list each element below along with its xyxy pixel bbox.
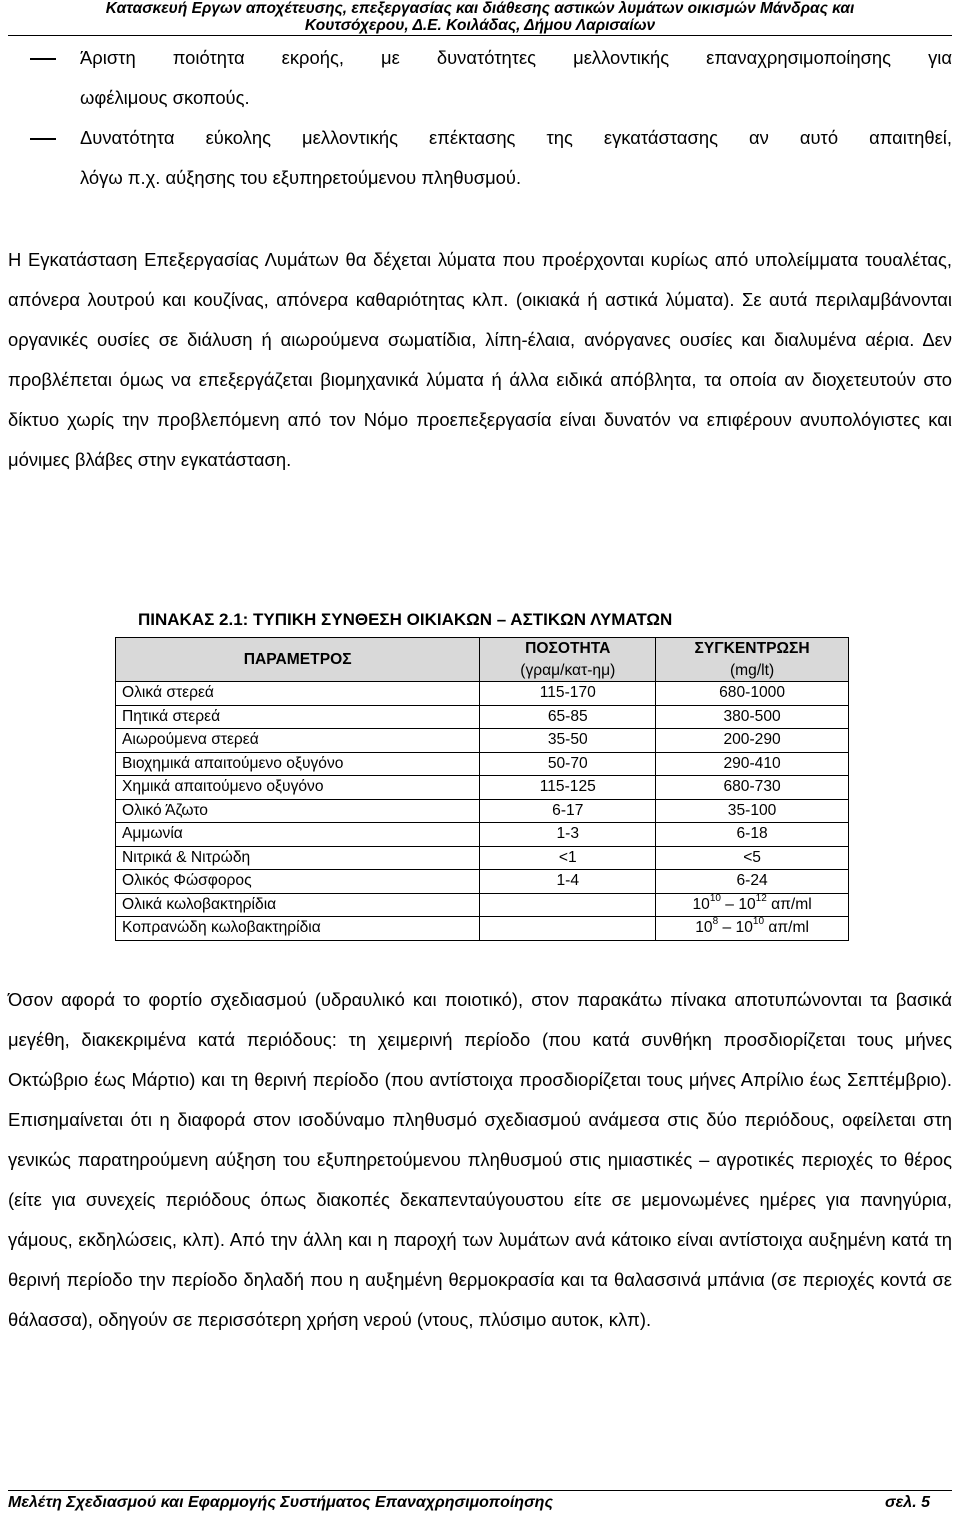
cell-quantity: 50-70	[480, 752, 656, 776]
page-footer	[8, 1490, 952, 1512]
cell-quantity: 35-50	[480, 729, 656, 753]
cell-parameter: Αμμωνία	[116, 823, 480, 847]
cell-quantity	[480, 917, 656, 941]
bullet-dash	[30, 58, 56, 60]
cell-quantity: <1	[480, 846, 656, 870]
bullet-line: ωφέλιμους σκοπούς.	[80, 87, 250, 108]
cell-quantity: 65-85	[480, 705, 656, 729]
table-row	[116, 823, 849, 847]
cell-parameter: Ολικά κωλοβακτηρίδια	[116, 893, 480, 917]
bullet-item-1	[8, 38, 952, 118]
cell-parameter: Αιωρούμενα στερεά	[116, 729, 480, 753]
cell-concentration: 35-100	[656, 799, 849, 823]
page-number: σελ. 5	[885, 1494, 930, 1511]
table-row	[116, 752, 849, 776]
cell-concentration: $10^8 - 10^{10}$ απ/ml	[656, 917, 849, 941]
cell-parameter: Πητικά στερεά	[116, 705, 480, 729]
cell-concentration: 290-410	[656, 752, 849, 776]
table-title: ΠΙΝΑΚΑΣ 2.1: ΤΥΠΙΚΗ ΣΥΝΘΕΣΗ ΟΙΚΙΑΚΩΝ – ΑΣΤΙΚΩΝ ΛΥΜΑΤΩΝ	[138, 610, 673, 629]
table-row	[116, 893, 849, 917]
bullet-line: Δυνατότητα εύκολης μελλοντικής επέκτασης της εγκατάστασης αν αυτό απαιτηθεί,	[80, 127, 952, 148]
header-line-2: Κουτσόχερου, Δ.Ε. Κοιλάδας, Δήμου Λαρισαίων	[304, 17, 656, 34]
footer-title: Μελέτη Σχεδιασμού και Εφαρμογής Συστήματος Επαναχρησιμοποίησης	[8, 1494, 553, 1511]
cell-quantity: 115-125	[480, 776, 656, 800]
table-row	[116, 705, 849, 729]
header-concentration: ΣΥΓΚΕΝΤΡΩΣΗ (mg/lt)	[656, 638, 849, 682]
bullet-item-2	[8, 118, 952, 198]
table-row	[116, 846, 849, 870]
header-parameter: ΠΑΡΑΜΕΤΡΟΣ	[116, 638, 480, 682]
cell-parameter: Ολικός Φώσφορος	[116, 870, 480, 894]
table-header-row	[116, 638, 849, 682]
cell-concentration: 6-24	[656, 870, 849, 894]
paragraph-2: Όσον αφορά το φορτίο σχεδιασμού (υδραυλικό και ποιοτικό), στον παρακάτω πίνακα αποτυπώνονται τα βασικά μεγέθη, διακεκριμένα κατά περιόδους: τη χειμερινή περίοδο (που κατά συνθήκη προσδιορίζεται τους μήνες Οκτώβριο έως Μάρτιο) και τη θερινή περίοδο (που αντίστοιχα προσδιορίζεται τους μήνες Απρίλιο έως Σεπτέμβριο). Επισημαίνεται ότι η διαφορά στον ισοδύναμο πληθυσμό σχεδιασμού ανάμεσα στις δύο περιόδους, οφείλεται στη γενικώς παρατηρούμενη αύξηση του εξυπηρετούμενου πληθυσμού στις ημιαστικές – αγροτικές περιοχές το θέρος (είτε για συνεχείς περιόδους όπως διακοπές δεκαπενταύγουστου είτε σε μεμονωμένες ημέρες για πανηγύρια, γάμους, εκδηλώσεις, κλπ). Από την άλλη και η παροχή των λυμάτων ανά κάτοικο είναι αντίστοιχα αυξημένη κατά τη θερινή περίοδο την περίοδο δηλαδή που η αυξημένη θερμοκρασία και τα θαλασσινά μπάνια (σε περιοχές κοντά σε θάλασσα), οδηγούν σε περισσότερη χρήση νερού (ντους, πλύσιμο αυτοκ, κλπ).	[8, 989, 952, 1330]
table-row	[116, 776, 849, 800]
header-rule	[8, 35, 952, 36]
cell-quantity: 1-4	[480, 870, 656, 894]
bullet-line: λόγω π.χ. αύξησης του εξυπηρετούμενου πληθυσμού.	[80, 167, 522, 188]
cell-parameter: Ολικά στερεά	[116, 682, 480, 706]
cell-concentration: 680-1000	[656, 682, 849, 706]
paragraph-1: Η Εγκατάσταση Επεξεργασίας Λυμάτων θα δέχεται λύματα που προέρχονται κυρίως από υπολείμματα τουαλέτας, απόνερα λουτρού και κουζίνας, απόνερα καθαριότητας κλπ. (οικιακά ή αστικά λύματα). Σε αυτά περιλαμβάνονται οργανικές ουσίες σε διάλυση ή αιωρούμενα σωματίδια, λίπη-έλαια, ανόργανες ουσίες και διαλυμένα αέρια. Δεν προβλέπεται όμως να επεξεργάζεται βιομηχανικά λύματα ή άλλα ειδικά απόβλητα, τα οποία αν διοχετευτούν στο δίκτυο χωρίς την προβλεπόμενη από τον Νόμο προεπεξεργασία είναι δυνατόν να επιφέρουν ανυπολόγιστες και μόνιμες βλάβες στην εγκατάσταση.	[8, 249, 952, 470]
cell-parameter: Νιτρικά & Νιτρώδη	[116, 846, 480, 870]
cell-quantity	[480, 893, 656, 917]
cell-parameter: Χημικά απαιτούμενο οξυγόνο	[116, 776, 480, 800]
cell-concentration: 6-18	[656, 823, 849, 847]
page-header	[0, 0, 960, 34]
table-row	[116, 729, 849, 753]
table-row	[116, 917, 849, 941]
bullet-dash	[30, 138, 56, 140]
footer-rule	[8, 1490, 952, 1491]
composition-table	[115, 637, 849, 941]
cell-concentration: 380-500	[656, 705, 849, 729]
table-row	[116, 799, 849, 823]
table-row	[116, 870, 849, 894]
header-quantity: ΠΟΣΟΤΗΤΑ (γραμ/κατ-ημ)	[480, 638, 656, 682]
cell-concentration: $10^{10} - 10^{12}$ απ/ml	[656, 893, 849, 917]
cell-parameter: Ολικό Άζωτο	[116, 799, 480, 823]
cell-concentration: 200-290	[656, 729, 849, 753]
cell-quantity: 115-170	[480, 682, 656, 706]
cell-quantity: 6-17	[480, 799, 656, 823]
bullet-line: Άριστη ποιότητα εκροής, με δυνατότητες μελλοντικής επαναχρησιμοποίησης για	[80, 47, 952, 68]
table-row	[116, 682, 849, 706]
cell-concentration: 680-730	[656, 776, 849, 800]
cell-quantity: 1-3	[480, 823, 656, 847]
cell-concentration: <5	[656, 846, 849, 870]
cell-parameter: Βιοχημικά απαιτούμενο οξυγόνο	[116, 752, 480, 776]
header-line-1: Κατασκευή Εργων αποχέτευσης, επεξεργασίας και διάθεσης αστικών λυμάτων οικισμών Μάνδρας και	[105, 0, 855, 17]
cell-parameter: Κοπρανώδη κωλοβακτηρίδια	[116, 917, 480, 941]
